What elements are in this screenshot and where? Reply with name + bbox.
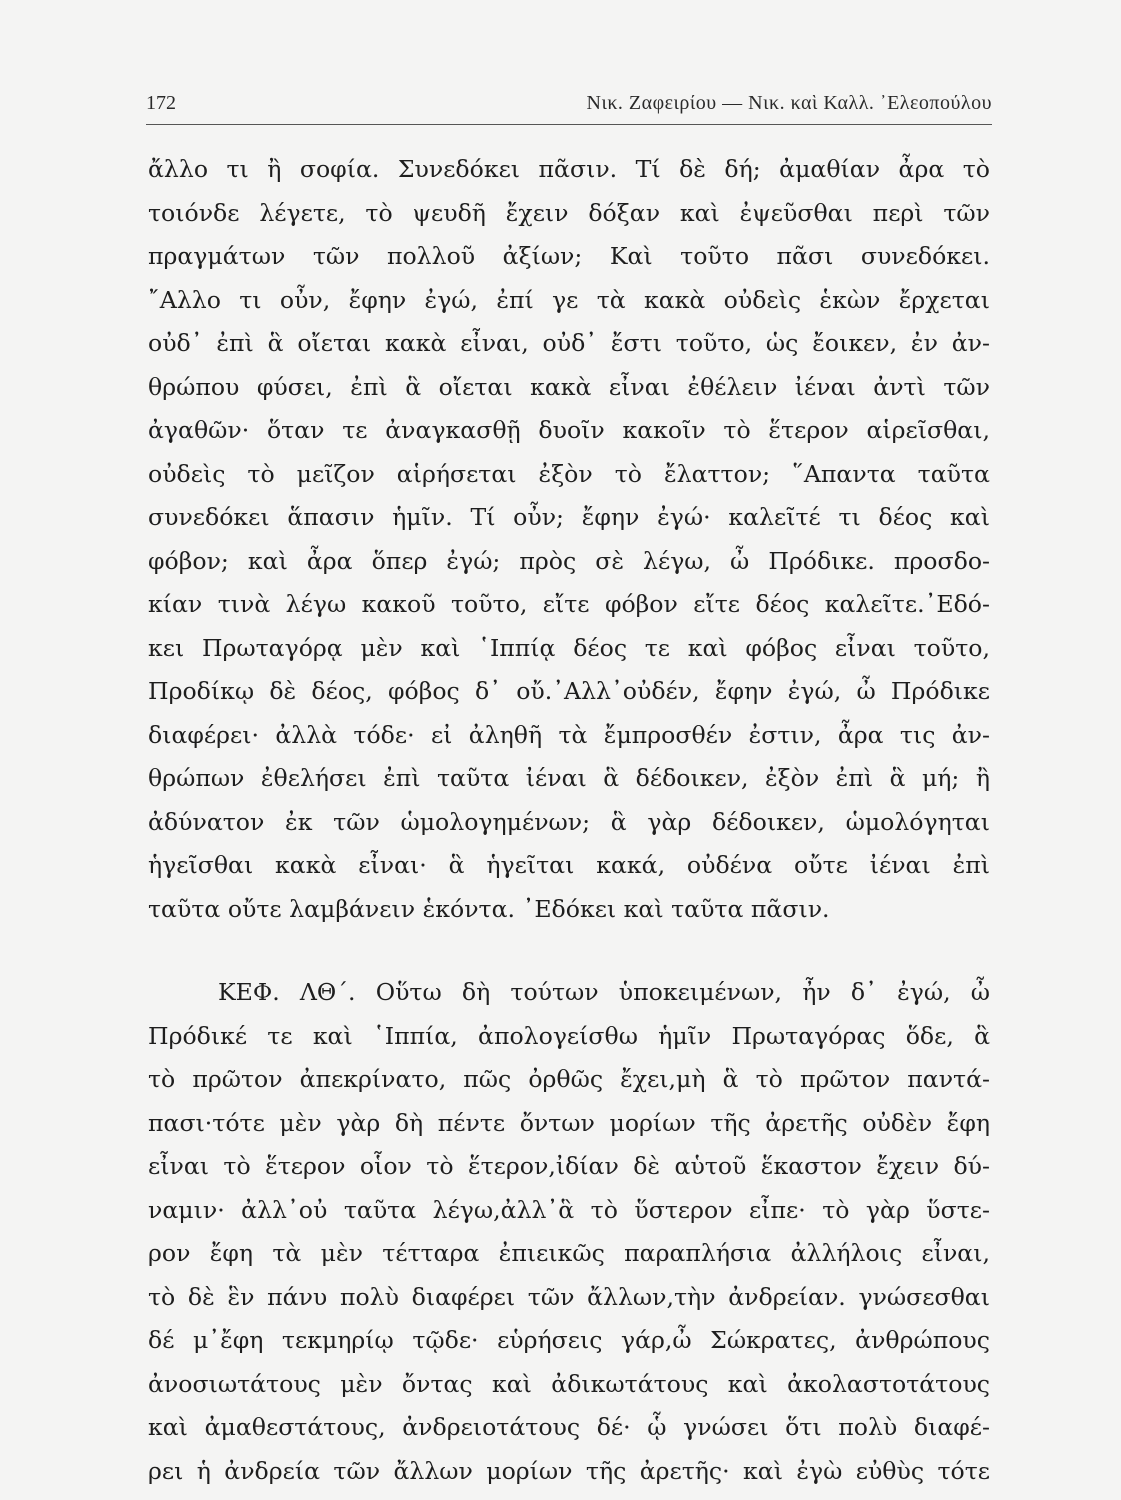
page-number: 172 [146,92,176,114]
text-line: ἡγεῖσθαι κακὰ εἶναι· ἃ ἡγεῖται κακά, οὐδένα οὔτε ἰέναι ἐπὶ [148,851,990,879]
text-line: καὶ ἀμαθεστάτους, ἀνδρειοτάτους δέ· ᾧ γνώσει ὅτι πολὺ διαφέ- [148,1413,990,1441]
text-line: θρώπων ἐθελήσει ἐπὶ ταῦτα ἰέναι ἃ δέδοικεν, ἐξὸν ἐπὶ ἃ μή; ἢ [148,764,990,792]
paragraph-2 [148,971,990,1493]
paragraph-1 [148,148,990,931]
text-line: πραγμάτων τῶν πολλοῦ ἀξίων; Καὶ τοῦτο πᾶσι συνεδόκει. [148,242,990,270]
text-line: τὸ πρῶτον ἀπεκρίνατο, πῶς ὀρθῶς ἔχει,μὴ ἃ τὸ πρῶτον παντά- [148,1065,990,1093]
text-line: ἀγαθῶν· ὅταν τε ἀναγκασθῇ δυοῖν κακοῖν τὸ ἕτερον αἱρεῖσθαι, [148,416,990,444]
text-line: ταῦτα οὔτε λαμβάνειν ἑκόντα. ᾿Εδόκει καὶ ταῦτα πᾶσιν. [148,894,830,923]
body-text [148,148,990,1493]
text-line: τοιόνδε λέγετε, τὸ ψευδῆ ἔχειν δόξαν καὶ ἐψεῦσθαι περὶ τῶν [148,198,990,227]
text-line: κίαν τινὰ λέγω κακοῦ τοῦτο, εἴτε φόβον εἴτε δέος καλεῖτε.᾿Εδό- [148,590,990,618]
text-line: κει Πρωταγόρᾳ μὲν καὶ ῾Ιππίᾳ δέος τε καὶ φόβος εἶναι τοῦτο, [148,633,990,662]
text-line: ἀδύνατον ἐκ τῶν ὡμολογημένων; ἃ γὰρ δέδοικεν, ὡμολόγηται [148,807,990,836]
text-line: ρον ἔφη τὰ μὲν τέτταρα ἐπιεικῶς παραπλήσια ἀλλήλοις εἶναι, [148,1239,990,1267]
text-line: εἶναι τὸ ἕτερον οἷον τὸ ἕτερον,ἰδίαν δὲ αὑτοῦ ἕκαστον ἔχειν δύ- [148,1152,990,1180]
text-line: πασι·τότε μὲν γὰρ δὴ πέντε ὄντων μορίων τῆς ἀρετῆς οὐδὲν ἔφη [148,1108,990,1137]
text-line: ἄλλο τι ἢ σοφία. Συνεδόκει πᾶσιν. Τί δὲ δή; ἀμαθίαν ἆρα τὸ [148,155,990,183]
text-line: θρώπου φύσει, ἐπὶ ἃ οἴεται κακὰ εἶναι ἐθέλειν ἰέναι ἀντὶ τῶν [148,372,990,401]
running-head: Νικ. Ζαφειρίου — Νικ. καὶ Καλλ. ᾿Ελεοπούλου [586,92,992,114]
header-rule [146,124,992,125]
text-line: ἀνοσιωτάτους μὲν ὄντας καὶ ἀδικωτάτους καὶ ἀκολαστοτάτους [148,1369,990,1398]
text-line: ρει ἡ ἀνδρεία τῶν ἄλλων μορίων τῆς ἀρετῆς· καὶ ἐγὼ εὐθὺς τότε [148,1456,990,1485]
text-line: ναμιν· ἀλλ᾿οὐ ταῦτα λέγω,ἀλλ᾿ἃ τὸ ὕστερον εἶπε· τὸ γὰρ ὕστε- [148,1195,990,1224]
text-line: ῎Αλλο τι οὖν, ἔφην ἐγώ, ἐπί γε τὰ κακὰ οὐδεὶς ἑκὼν ἔρχεται [148,285,990,314]
text-line: διαφέρει· ἀλλὰ τόδε· εἰ ἀληθῆ τὰ ἔμπροσθέν ἐστιν, ἆρα τις ἀν- [148,720,990,749]
text-line: οὐδεὶς τὸ μεῖζον αἱρήσεται ἐξὸν τὸ ἔλαττον; ῞Απαντα ταῦτα [148,459,990,488]
text-line: Προδίκῳ δὲ δέος, φόβος δ᾿ οὔ.᾿Αλλ᾿οὐδέν, ἔφην ἐγώ, ὦ Πρόδικε [148,677,990,705]
text-line: τὸ δὲ ἓν πάνυ πολὺ διαφέρει τῶν ἄλλων,τὴν ἀνδρείαν. γνώσεσθαι [148,1282,990,1311]
text-line: συνεδόκει ἅπασιν ἡμῖν. Τί οὖν; ἔφην ἐγώ· καλεῖτέ τι δέος καὶ [148,503,990,531]
text-line: φόβον; καὶ ἆρα ὅπερ ἐγώ; πρὸς σὲ λέγω, ὦ Πρόδικε. προσδο- [148,546,990,575]
text-line: οὐδ᾿ ἐπὶ ἃ οἴεται κακὰ εἶναι, οὐδ᾿ ἔστι τοῦτο, ὡς ἔοικεν, ἐν ἀν- [148,329,990,357]
text-line: Πρόδικέ τε καὶ ῾Ιππία, ἀπολογείσθω ἡμῖν Πρωταγόρας ὅδε, ἃ [148,1021,990,1050]
paragraph-gap [148,931,990,971]
chapter-heading-line: ΚΕΦ. ΛΘ΄. Οὕτω δὴ τούτων ὑποκειμένων, ἦν δ᾿ ἐγώ, ὦ [218,978,990,1006]
text-line: δέ μ᾿ἔφη τεκμηρίῳ τῷδε· εὑρήσεις γάρ,ὦ Σώκρατες, ἀνθρώπους [148,1326,990,1354]
page-header [146,92,992,126]
